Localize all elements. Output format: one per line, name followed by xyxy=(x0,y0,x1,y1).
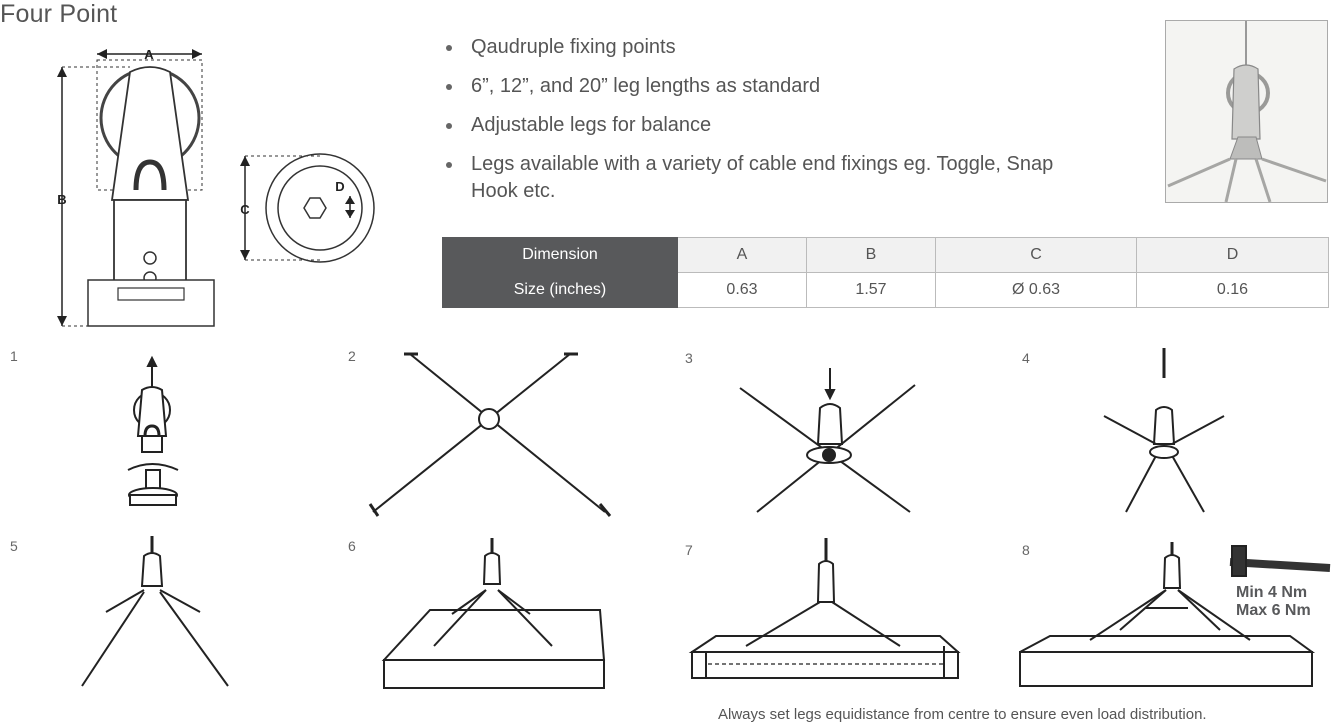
column-header: D xyxy=(1137,238,1329,273)
feature-item: Qaudruple fixing points xyxy=(440,34,1140,61)
table-cell: 0.16 xyxy=(1137,273,1329,308)
table-cell: 1.57 xyxy=(807,273,936,308)
feature-list xyxy=(440,34,1140,217)
step-number: 5 xyxy=(10,538,18,554)
step-5-illustration xyxy=(82,536,228,686)
table-cell: Ø 0.63 xyxy=(936,273,1137,308)
table-header-row xyxy=(443,238,1329,273)
step-7-illustration xyxy=(692,538,958,678)
table-row xyxy=(443,273,1329,308)
dimension-table xyxy=(442,237,1329,308)
column-header: B xyxy=(807,238,936,273)
step-4-illustration xyxy=(1104,348,1224,512)
step-number: 6 xyxy=(348,538,356,554)
step-number: 2 xyxy=(348,348,356,364)
label-d: D xyxy=(335,179,345,194)
page-title: Four Point xyxy=(0,0,118,28)
product-photo-drawing xyxy=(1166,21,1327,202)
label-b: B xyxy=(57,192,67,207)
label-a: A xyxy=(144,47,154,62)
column-header: A xyxy=(678,238,807,273)
step-6-illustration xyxy=(384,538,604,688)
torque-max: Max 6 Nm xyxy=(1236,602,1311,619)
feature-item: Legs available with a variety of cable end fixings eg. Toggle, Snap Hook etc. xyxy=(440,151,1081,205)
torque-min: Min 4 Nm xyxy=(1236,584,1308,601)
step-number: 4 xyxy=(1022,350,1030,366)
column-header: C xyxy=(936,238,1137,273)
caption: Always set legs equidistance from centre to ensure even load distribution. xyxy=(718,706,1207,723)
assembly-steps-illustration xyxy=(0,340,1336,706)
feature-item: Adjustable legs for balance xyxy=(440,112,1140,139)
step-3-illustration xyxy=(740,368,915,512)
dimension-header: Dimension xyxy=(443,238,678,273)
technical-drawing xyxy=(40,40,400,335)
step-number: 1 xyxy=(10,348,18,364)
label-c: C xyxy=(240,202,250,217)
step-number: 3 xyxy=(685,350,693,366)
feature-item: 6”, 12”, and 20” leg lengths as standard xyxy=(440,73,1140,100)
table-cell: 0.63 xyxy=(678,273,807,308)
step-1-illustration xyxy=(128,358,178,505)
step-number: 8 xyxy=(1022,542,1030,558)
size-row-label: Size (inches) xyxy=(443,273,678,308)
step-2-illustration xyxy=(370,354,610,516)
product-photo xyxy=(1165,20,1328,203)
step-number: 7 xyxy=(685,542,693,558)
